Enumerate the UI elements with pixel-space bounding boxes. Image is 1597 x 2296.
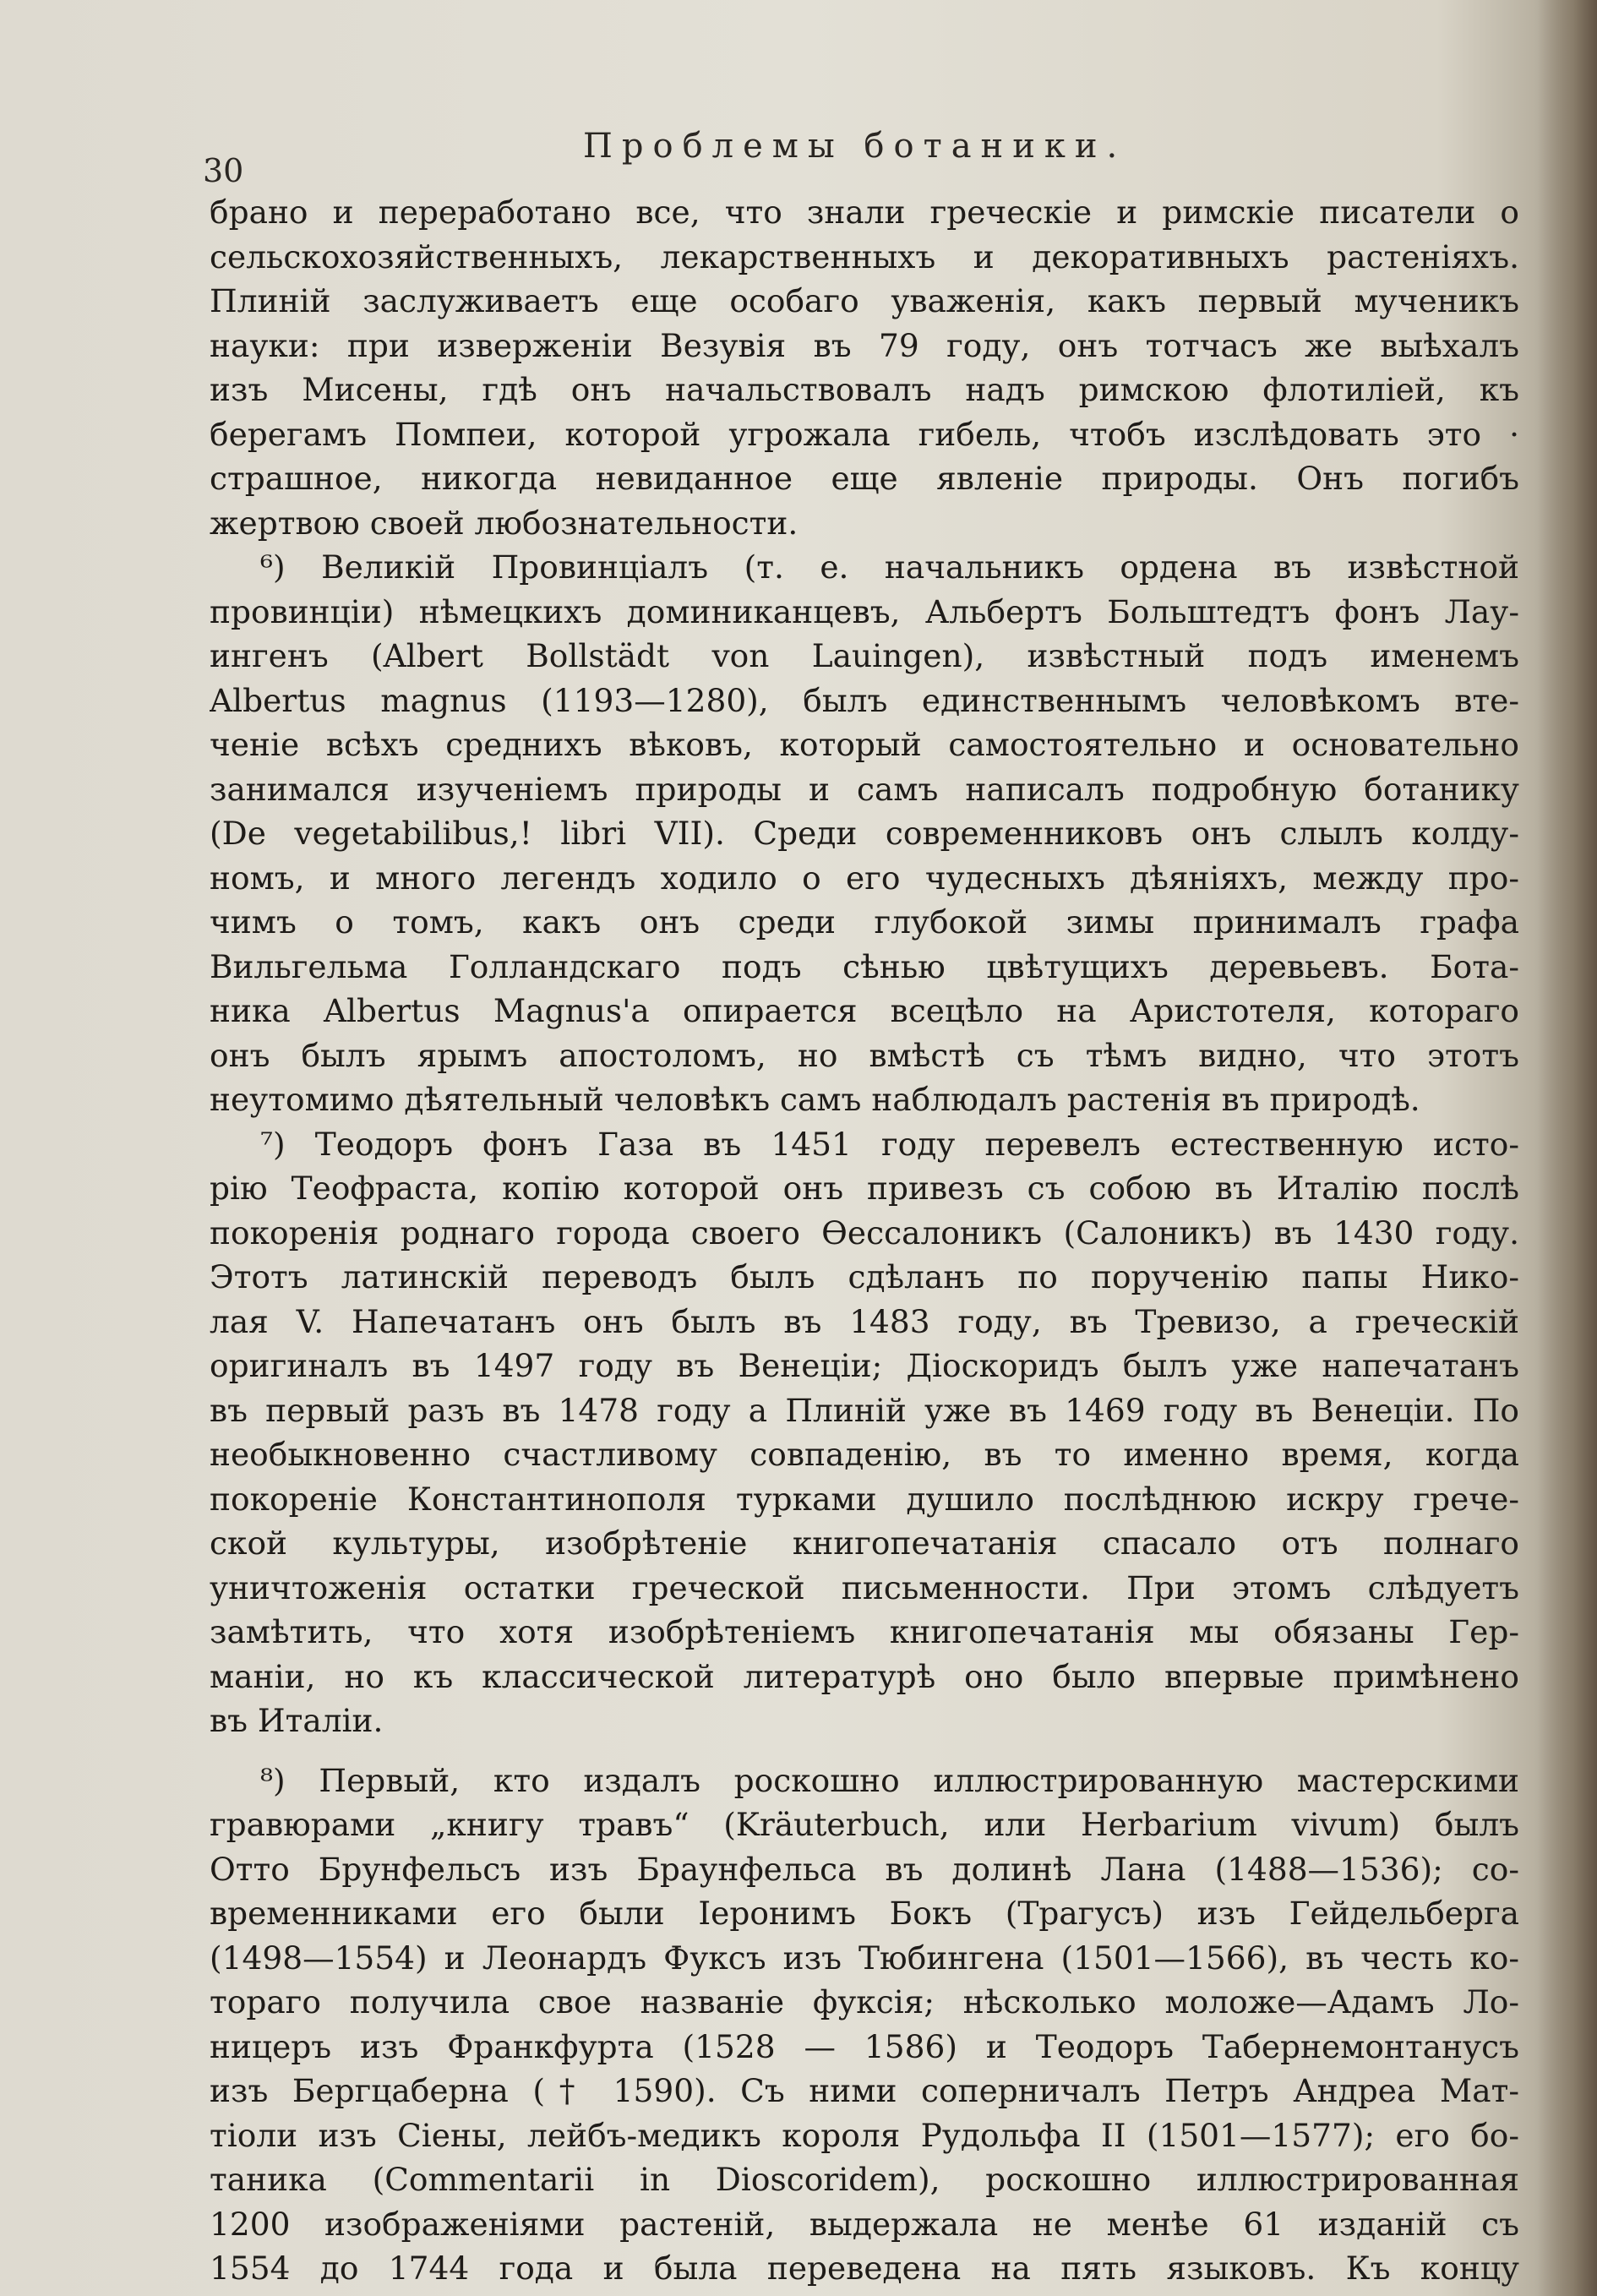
text-line: рію Теофраста, копію которой онъ привезъ съ собою въ Италію послѣ <box>210 1170 1519 1207</box>
text-line: маніи, но къ классической литературѣ оно было впервые примѣнено <box>210 1657 1519 1695</box>
text-line: Этотъ латинскій переводъ былъ сдѣланъ по порученію папы Нико- <box>210 1258 1519 1295</box>
text-line: ченіе всѣхъ среднихъ вѣковъ, который самостоятельно и основательно <box>210 726 1519 763</box>
text-line: изъ Бергцаберна († 1590). Съ ними соперничалъ Петръ Андреа Мат- <box>210 2072 1519 2109</box>
text-line: уничтоженія остатки греческой письменности. При этомъ слѣдуетъ <box>210 1568 1519 1606</box>
book-spine-shadow <box>1538 0 1597 2296</box>
text-line: изъ Мисены, гдѣ онъ начальствовалъ надъ римскою флотиліей, къ <box>210 371 1519 408</box>
text-line: жертвою своей любознательности. <box>210 504 798 542</box>
text-line: покореніе Константинополя турками душило послѣднюю искру грече- <box>210 1480 1519 1518</box>
text-line: ингенъ (Albert Bollstädt von Lauingen), извѣстный подъ именемъ <box>210 637 1519 674</box>
body-text <box>210 190 1519 2291</box>
running-title: Проблемы ботаники. <box>583 127 1127 166</box>
text-line: провинціи) нѣмецкихъ доминиканцевъ, Альбертъ Больштедтъ фонъ Лау- <box>210 592 1519 630</box>
text-line: Плиній заслуживаетъ еще особаго уваженія, какъ первый мученикъ <box>210 282 1519 319</box>
text-line: замѣтить, что хотя изобрѣтеніемъ книгопечатанія мы обязаны Гер- <box>210 1613 1519 1650</box>
text-line: неутомимо дѣятельный человѣкъ самъ наблюдалъ растенія въ природѣ. <box>210 1081 1420 1118</box>
text-line: чимъ о томъ, какъ онъ среди глубокой зимы принималъ графа <box>210 903 1519 941</box>
page-number: 30 <box>203 152 244 189</box>
footnote-7 <box>210 1122 1519 1743</box>
text-line: покоренія роднаго города своего Ѳессалоникъ (Салоникъ) въ 1430 году. <box>210 1213 1519 1252</box>
paragraph-spacer <box>210 1743 1519 1759</box>
text-line: (1498—1554) и Леонардъ Фуксъ изъ Тюбингена (1501—1566), въ честь ко- <box>210 1939 1519 1977</box>
text-line: 1554 до 1744 года и была переведена на пять языковъ. Къ концу <box>210 2250 1519 2287</box>
text-line: ⁶) Великій Провинціалъ (т. е. начальникъ ордена въ извѣстной <box>260 548 1519 586</box>
text-line: онъ былъ ярымъ апостоломъ, но вмѣстѣ съ тѣмъ видно, что этотъ <box>210 1036 1519 1074</box>
text-line: ницеръ изъ Франкфурта (1528 — 1586) и Теодоръ Табернемонтанусъ <box>210 2027 1519 2065</box>
text-line: временниками его были Іеронимъ Бокъ (Трагусъ) изъ Гейдельберга <box>210 1895 1519 1932</box>
text-line: въ первый разъ въ 1478 году а Плиній уже въ 1469 году въ Венеціи. По <box>210 1391 1519 1429</box>
paragraph-continuation <box>210 190 1519 545</box>
text-line: оригиналъ въ 1497 году въ Венеціи; Діоскоридъ былъ уже напечатанъ <box>210 1347 1519 1384</box>
text-line: ⁸) Первый, кто издалъ роскошно иллюстрированную мастерскими <box>260 1761 1519 1799</box>
text-line: страшное, никогда невиданное еще явленіе природы. Онъ погибъ <box>210 460 1519 497</box>
text-line: номъ, и много легендъ ходило о его чудесныхъ дѣяніяхъ, между про- <box>210 859 1519 897</box>
text-line: гравюрами „книгу травъ“ (Kräuterbuch, или Herbarium vivum) былъ <box>210 1806 1519 1843</box>
text-line: науки: при изверженіи Везувія въ 79 году, онъ тотчасъ же выѣхалъ <box>210 326 1519 364</box>
text-line: необыкновенно счастливому совпаденію, въ то именно время, когда <box>210 1436 1519 1473</box>
footnote-6 <box>210 545 1519 1122</box>
text-line: брано и переработано все, что знали греческіе и римскіе писатели о <box>210 194 1519 231</box>
text-line: ⁷) Теодоръ фонъ Газа въ 1451 году перевелъ естественную исто- <box>260 1125 1519 1163</box>
text-line: Отто Брунфельсъ изъ Браунфельса въ долинѣ Лана (1488—1536); со- <box>210 1850 1519 1888</box>
text-line: (De vegetabilibus,! libri VII). Среди современниковъ онъ слылъ колду- <box>210 815 1519 852</box>
text-line: таника (Commentarii in Dioscoridem), роскошно иллюстрированная <box>210 2161 1519 2198</box>
text-line: занимался изученіемъ природы и самъ написалъ подробную ботанику <box>210 770 1519 808</box>
text-line: тіоли изъ Сіены, лейбъ-медикъ короля Рудольфа II (1501—1577); его бо- <box>210 2116 1519 2154</box>
page-header <box>203 118 1521 189</box>
text-line: берегамъ Помпеи, которой угрожала гибель, чтобъ изслѣдовать это · <box>210 415 1519 453</box>
text-line: ской культуры, изобрѣтеніе книгопечатанія спасало отъ полнаго <box>210 1524 1519 1562</box>
text-line: сельскохозяйственныхъ, лекарственныхъ и декоративныхъ растеніяхъ. <box>210 237 1519 275</box>
text-line: Albertus magnus (1193—1280), былъ единственнымъ человѣкомъ вте- <box>210 681 1519 719</box>
text-line: ника Albertus Magnus'а опирается всецѣло на Аристотеля, котораго <box>210 992 1519 1029</box>
footnote-8 <box>210 1759 1519 2291</box>
text-line: Вильгельма Голландскаго подъ сѣнью цвѣтущихъ деревьевъ. Бота- <box>210 947 1519 985</box>
text-line: въ Италіи. <box>210 1702 384 1739</box>
text-line: 1200 изображеніями растеній, выдержала не менѣе 61 изданій съ <box>210 2205 1519 2243</box>
text-line: лая V. Напечатанъ онъ былъ въ 1483 году, въ Тревизо, а греческій <box>210 1302 1519 1340</box>
text-line: тораго получила свое названіе фуксія; нѣсколько моложе—Адамъ Ло- <box>210 1983 1519 2021</box>
